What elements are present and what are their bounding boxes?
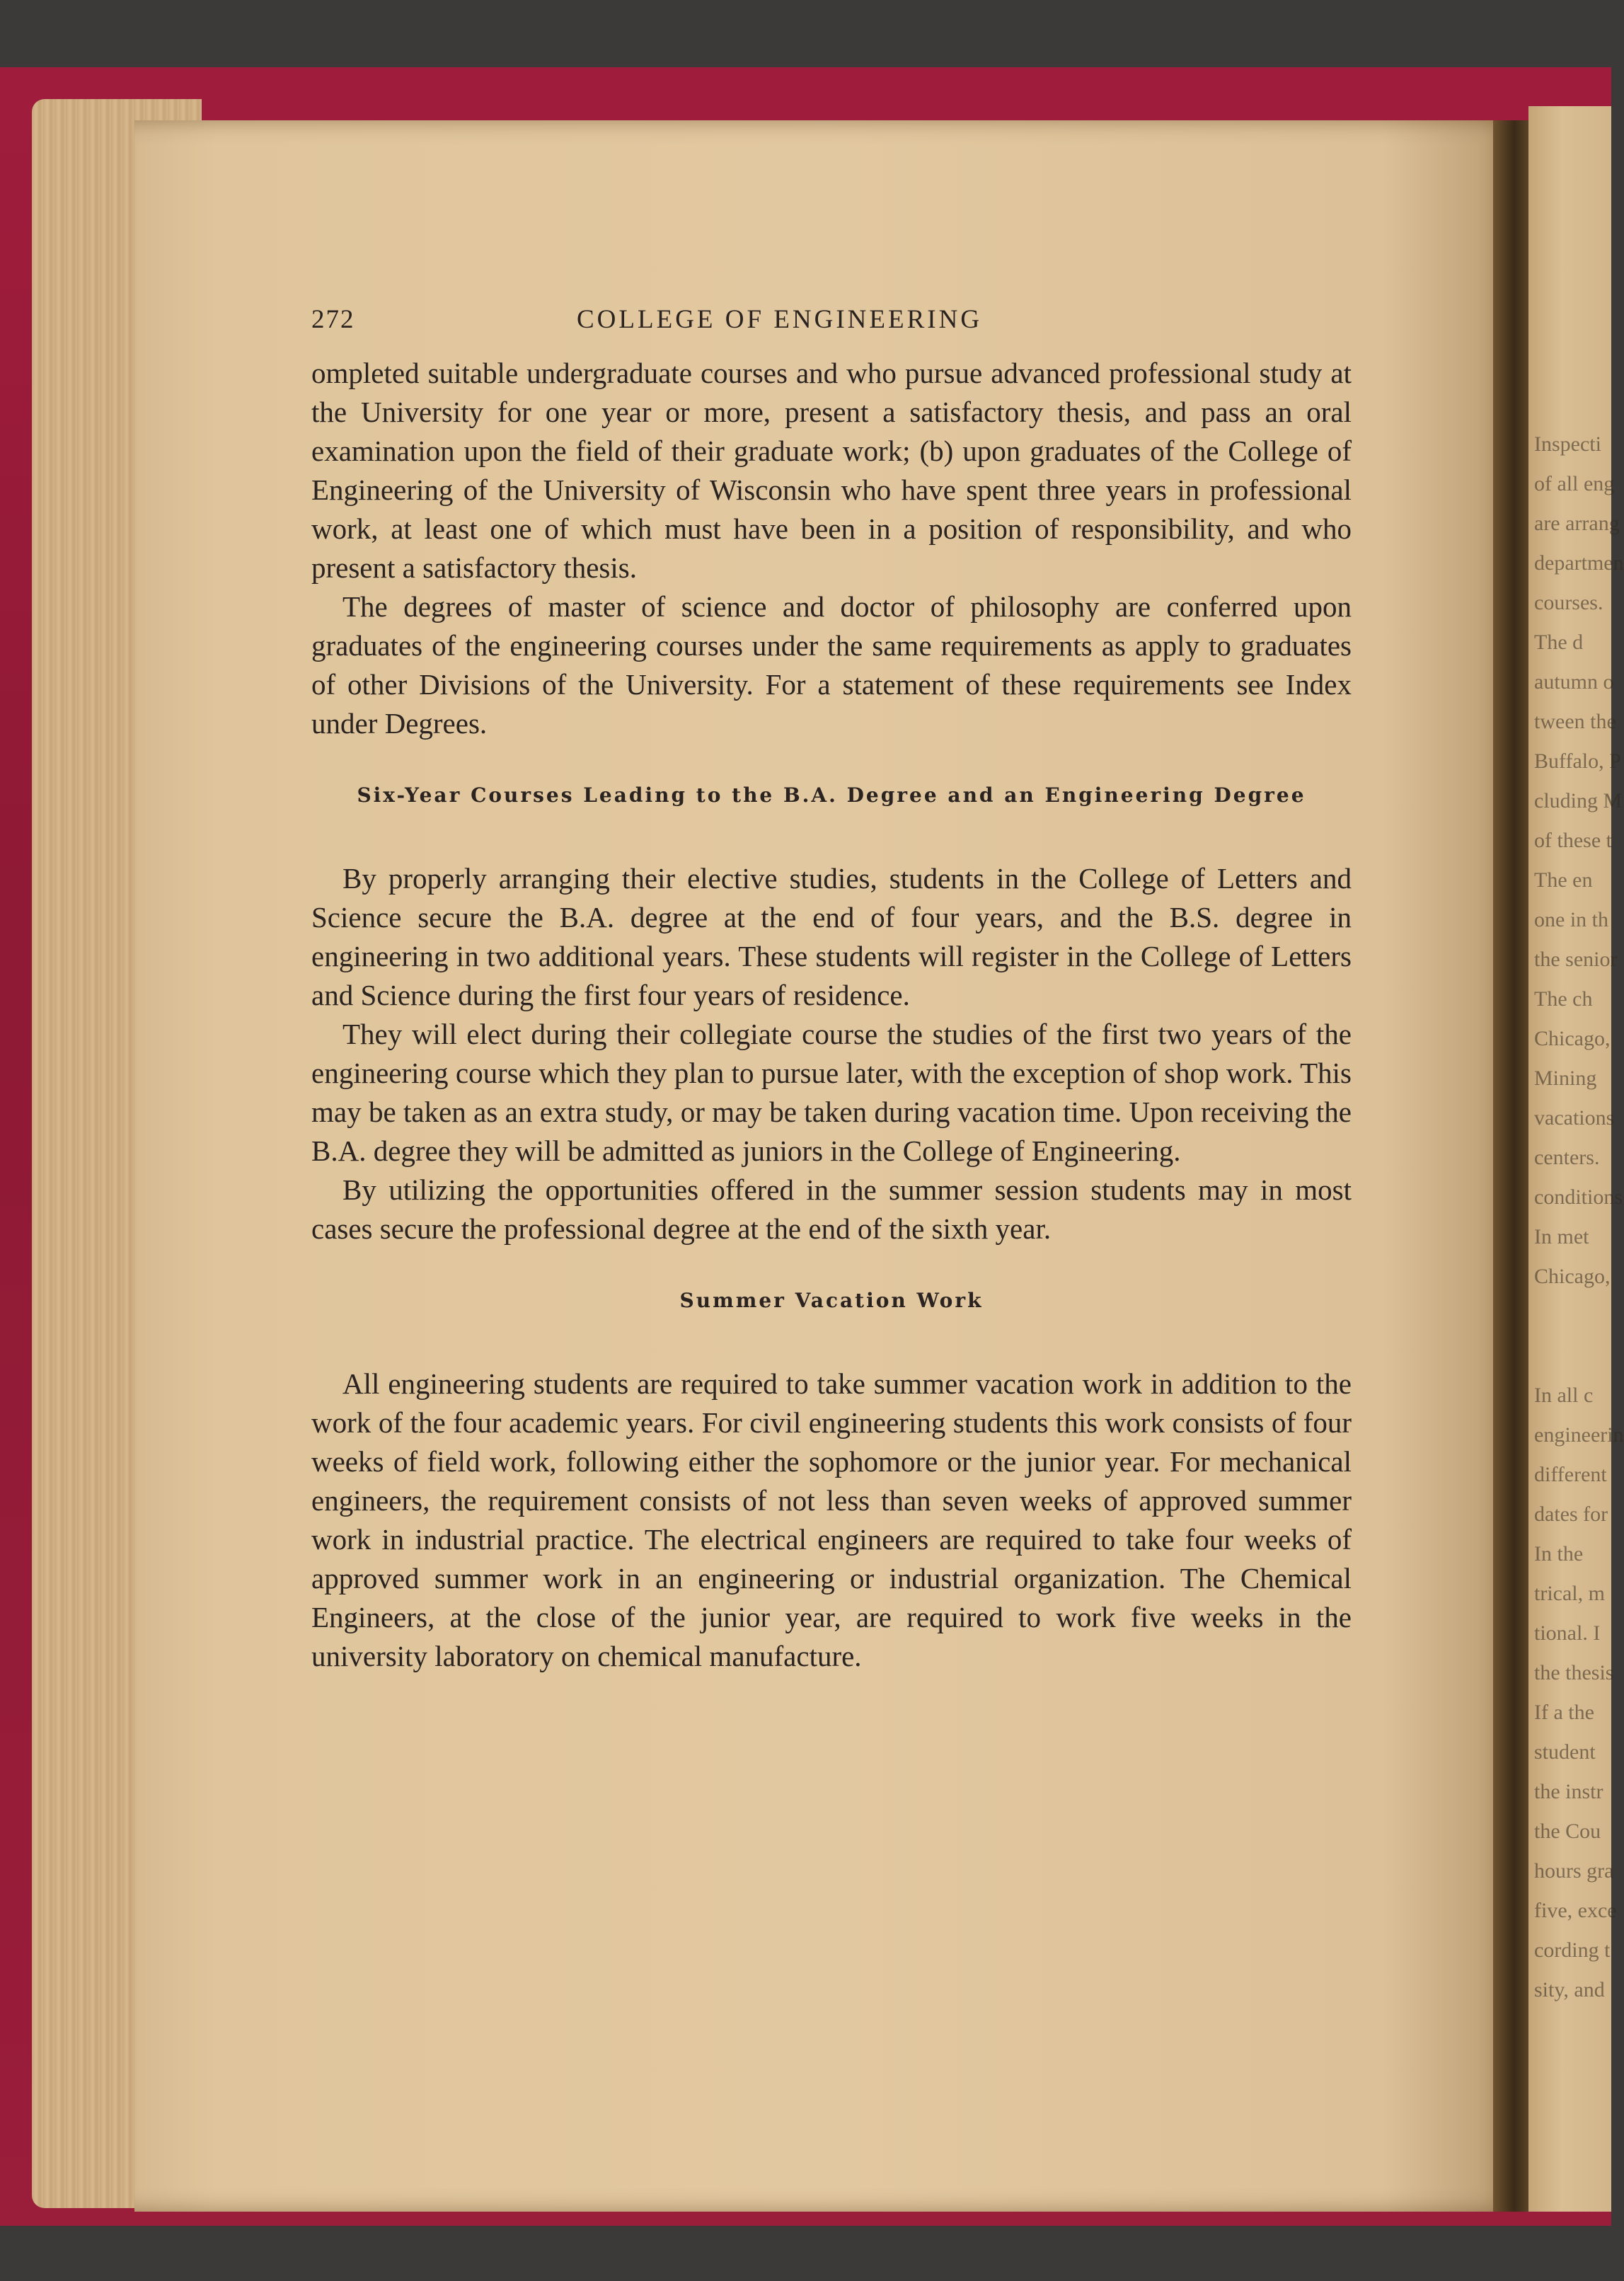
- running-head: [311, 290, 1352, 340]
- facing-page-line: cluding M: [1534, 789, 1623, 812]
- facing-page-line: the thesis: [1534, 1661, 1614, 1684]
- facing-page-line: The en: [1534, 868, 1593, 892]
- facing-page-line: are arrang: [1534, 512, 1620, 535]
- running-title: COLLEGE OF ENGINEERING: [577, 305, 983, 334]
- facing-page-line: the Cou: [1534, 1820, 1601, 1843]
- facing-page-line: tween the: [1534, 710, 1616, 733]
- paragraph: By utilizing the opportunities offered in the summer session students may in most cases secure the professional degree at the end of the sixth year.: [311, 1173, 1352, 1245]
- facing-page-line: the senior: [1534, 948, 1618, 971]
- facing-page-line: The d: [1534, 631, 1584, 654]
- facing-page-line: hours gra: [1534, 1859, 1614, 1883]
- paragraph: ompleted suitable undergraduate courses and who pursue advanced professional study at the University for one year or more, present a satisfactory thesis, and pass an oral examination upon the field of their graduate work; (b) upon graduates of the College of Engineering of the University of Wisconsin who have spent three years in professional work, at least one of which must have been in a position of responsibility, and who present a satisfactory thesis.: [311, 357, 1352, 584]
- facing-page-line: sity, and: [1534, 1978, 1605, 2001]
- facing-page-line: five, exce: [1534, 1899, 1617, 1922]
- facing-page-line: In all c: [1534, 1384, 1594, 1407]
- facing-page-line: In the: [1534, 1542, 1584, 1565]
- facing-page-line: vacations: [1534, 1106, 1615, 1130]
- facing-page-line: cording t: [1534, 1938, 1611, 1962]
- facing-page-line: Chicago,: [1534, 1027, 1611, 1050]
- page-number: 272: [311, 305, 355, 334]
- facing-page-line: Mining: [1534, 1067, 1597, 1090]
- facing-page-line: courses.: [1534, 591, 1603, 614]
- facing-page-line: tional. I: [1534, 1621, 1601, 1645]
- facing-page-line: of these t: [1534, 829, 1612, 852]
- facing-page-line: [1534, 1336, 1612, 1376]
- paragraph: The degrees of master of science and doctor of philosophy are conferred upon graduates of the engineering courses under the same requirements as apply to graduates of other Divisions of the University. For a statement of these requirements see Index under Degrees.: [311, 590, 1352, 740]
- section-heading: Six-Year Courses Leading to the B.A. Degree and an Engineering Degree: [357, 783, 1306, 807]
- paragraph: By properly arranging their elective studies, students in the College of Letters and Science secure the B.A. degree at the end of four years, and the B.S. degree in engineering in two additional years. These students will register in the College of Letters and Science during the first four years of residence.: [311, 862, 1352, 1011]
- facing-page-line: different: [1534, 1463, 1607, 1486]
- facing-page-line: Buffalo, P: [1534, 749, 1621, 773]
- paragraph: They will elect during their collegiate course the studies of the first two years of the engineering course which they plan to pursue later, with the exception of shop work. This may be taken as an extra study, or may be taken during vacation time. Upon receiving the B.A. degree they will be admitted as juniors in the College of Engineering.: [311, 1018, 1352, 1167]
- facing-page-line: trical, m: [1534, 1582, 1605, 1605]
- section-heading: Summer Vacation Work: [679, 1289, 984, 1312]
- facing-page-line: conditions: [1534, 1185, 1623, 1209]
- facing-page-line: The ch: [1534, 987, 1593, 1011]
- paragraph: All engineering students are required to take summer vacation work in addition to the work of the four academic years. For civil engineering students this work consists of four weeks of field work, following either the sophomore or the junior year. For mechanical engineers, the requirement consists of not less than seven weeks of approved summer work in industrial practice. The electrical engineers are required to take four weeks of approved summer work in an engineering or industrial organization. The Chemical Engineers, at the close of the junior year, are required to work five weeks in the university laboratory on chemical manufacture.: [311, 1367, 1352, 1672]
- page-text: [311, 290, 1352, 1676]
- facing-page-line: dates for: [1534, 1503, 1608, 1526]
- facing-page-line: one in th: [1534, 908, 1608, 931]
- facing-page-text: [1534, 425, 1624, 2010]
- facing-page-line: student: [1534, 1740, 1596, 1764]
- facing-page-line: autumn o: [1534, 670, 1614, 694]
- facing-page-line: [1534, 1297, 1612, 1336]
- book-gutter: [1493, 120, 1528, 2212]
- facing-page-line: Chicago,: [1534, 1265, 1611, 1288]
- facing-page-line: Inspecti: [1534, 432, 1601, 456]
- facing-page-line: of all eng: [1534, 472, 1615, 495]
- facing-page-line: centers.: [1534, 1146, 1600, 1169]
- facing-page-line: departmen: [1534, 551, 1624, 575]
- facing-page-line: the instr: [1534, 1780, 1603, 1803]
- facing-page-line: If a the: [1534, 1701, 1594, 1724]
- facing-page-line: engineerin: [1534, 1423, 1624, 1447]
- facing-page-line: In met: [1534, 1225, 1589, 1248]
